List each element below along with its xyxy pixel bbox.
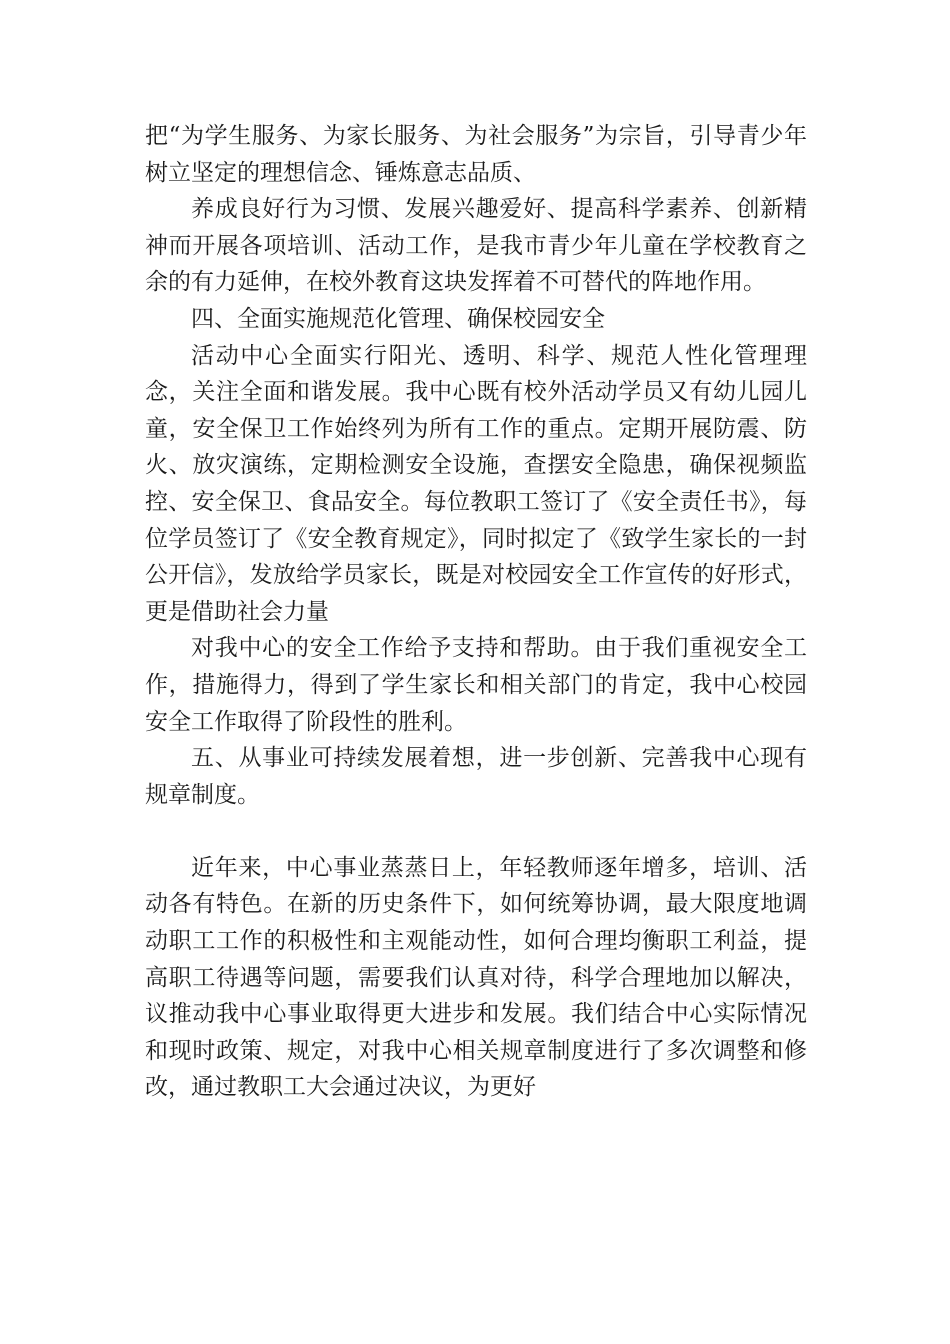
document-page [145,118,807,1106]
section-heading-five: 五、从事业可持续发展着想，进一步创新、完善我中心现有规章制度。 [145,745,807,808]
paragraph-safety-support: 对我中心的安全工作给予支持和帮助。由于我们重视安全工作，措施得力，得到了学生家长和相关部门的肯定，我中心校园安全工作取得了阶段性的胜利。 [145,635,807,735]
paragraph-development: 近年来，中心事业蒸蒸日上，年轻教师逐年增多，培训、活动各有特色。在新的历史条件下，如何统筹协调，最大限度地调动职工工作的积极性和主观能动性，如何合理均衡职工利益，提高职工待遇等问题，需要我们认真对待，科学合理地加以解决，议推动我中心事业取得更大进步和发展。我们结合中心实际情况和现时政策、规定，对我中心相关规章制度进行了多次调整和修改，通过教职工大会通过决议，为更好 [145,854,807,1101]
paragraph-purpose: 养成良好行为习惯、发展兴趣爱好、提高科学素养、创新精神而开展各项培训、活动工作，是我市青少年儿童在学校教育之余的有力延伸，在校外教育这块发挥着不可替代的阵地作用。 [145,196,807,296]
section-heading-four: 四、全面实施规范化管理、确保校园安全 [191,305,605,332]
paragraph-safety-management: 活动中心全面实行阳光、透明、科学、规范人性化管理理念，关注全面和谐发展。我中心既有校外活动学员又有幼儿园儿童，安全保卫工作始终列为所有工作的重点。定期开展防震、防火、放灾演练，定期检测安全设施，查摆安全隐患，确保视频监控、安全保卫、食品安全。每位教职工签订了《安全责任书》，每位学员签订了《安全教育规定》，同时拟定了《致学生家长的一封公开信》，发放给学员家长，既是对校园安全工作宣传的好形式，更是借助社会力量 [145,342,807,625]
paragraph-continuation: 把“为学生服务、为家长服务、为社会服务”为宗旨，引导青少年树立坚定的理想信念、锤炼意志品质、 [145,123,807,186]
